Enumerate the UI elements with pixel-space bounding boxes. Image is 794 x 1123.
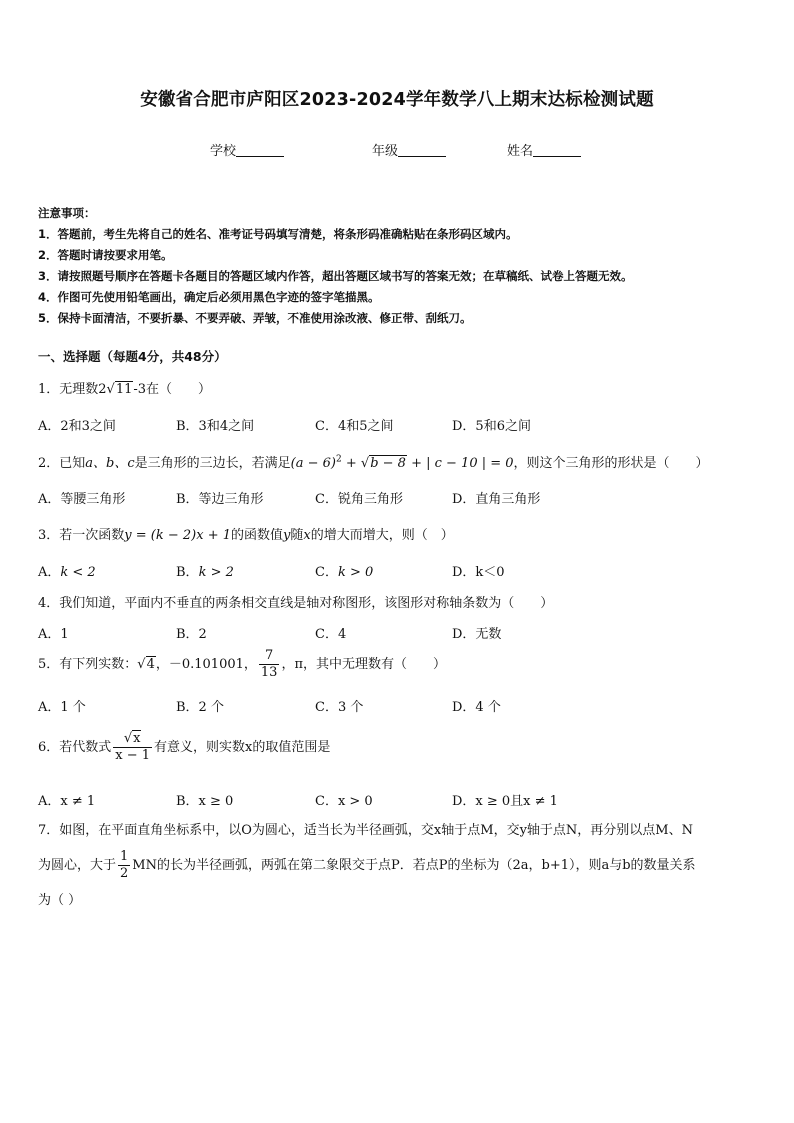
q6-denominator: x − 1: [115, 748, 151, 763]
name-field[interactable]: [507, 140, 581, 159]
option-c-letter: C．: [315, 565, 338, 580]
sqrt-icon: √: [123, 731, 133, 746]
q7-numerator: 1: [120, 849, 129, 864]
q5-fraction: [259, 648, 280, 681]
option-b[interactable]: B．3和4之间: [176, 419, 255, 434]
q5-text-2: ，－0.101001，: [155, 657, 257, 672]
student-info-fields: [0, 140, 794, 160]
q7-line-2: [38, 846, 756, 886]
q2-options: [38, 488, 758, 508]
name-blank[interactable]: [533, 143, 581, 157]
option-d[interactable]: D．4 个: [452, 700, 501, 715]
q5-options: [38, 696, 758, 716]
note-item: 3．请按照题号顺序在答题卡各题目的答题区域内作答，超出答题区域书写的答案无效；在草稿纸、试卷上答题无效。: [38, 269, 633, 283]
option-b[interactable]: B．2 个: [176, 700, 224, 715]
grade-field[interactable]: [372, 140, 446, 159]
option-c[interactable]: C．3 个: [315, 700, 364, 715]
q5-text-3: ，π，其中无理数有（ ）: [281, 657, 446, 672]
q3-text-3: 随: [290, 528, 304, 543]
q2-plus: +: [341, 456, 361, 471]
q3-text-2: 的函数值: [231, 528, 284, 543]
option-b[interactable]: B．x ≥ 0: [176, 794, 234, 809]
q3-text-1: 3．若一次函数: [38, 528, 125, 543]
q5-denominator: 13: [260, 665, 278, 680]
q2-expr-2: + | c − 10 | = 0: [406, 456, 514, 471]
q7-denominator: 2: [120, 866, 129, 881]
q7-line-2b: MN的长为半径画弧，两弧在第二象限交于点P．若点P的坐标为（2a，b+1），则a与b的数量关系: [132, 858, 696, 873]
name-label: 姓名: [507, 144, 534, 159]
q5-text-1: 5．有下列实数：: [38, 657, 138, 672]
question-6: [38, 731, 330, 764]
note-item: 1．答题前，考生先将自己的姓名、准考证号码填写清楚，将条形码准确粘贴在条形码区域内。: [38, 227, 518, 241]
q3-text-4: 的增大而增大，则（ ）: [310, 528, 454, 543]
school-blank[interactable]: [236, 143, 284, 157]
q7-line-2a: 为圆心，大于: [38, 858, 117, 873]
q5-numerator: 7: [259, 648, 280, 665]
q2-text-1: 2．已知: [38, 456, 86, 471]
option-c[interactable]: C．x > 0: [315, 794, 373, 809]
option-d[interactable]: D．无数: [452, 627, 502, 642]
sqrt-icon: √: [106, 382, 115, 397]
q6-radicand: x: [133, 731, 141, 746]
q1-prefix: 1．无理数2: [38, 382, 107, 397]
q3-expr: y = (k − 2)x + 1: [124, 528, 231, 543]
note-item: 4．作图可先使用铅笔画出，确定后必须用黑色字迹的签字笔描黑。: [38, 290, 380, 304]
sqrt-icon: √: [137, 657, 146, 672]
option-c-expr: k > 0: [337, 565, 374, 580]
option-a[interactable]: A．1: [38, 627, 69, 642]
option-d[interactable]: D．5和6之间: [452, 419, 531, 434]
q7-line-1: 7．如图，在平面直角坐标系中，以O为圆心，适当长为半径画弧，交x轴于点M，交y轴于点N，再分别以点M、N: [38, 823, 693, 838]
school-label: 学校: [210, 144, 237, 159]
option-d[interactable]: D．k＜0: [452, 565, 505, 580]
option-a[interactable]: A．2和3之间: [38, 419, 116, 434]
q6-text-2: 有意义，则实数x的取值范围是: [154, 740, 331, 755]
option-b[interactable]: B．等边三角形: [176, 492, 264, 507]
note-item: 5．保持卡面清洁，不要折暴、不要弄破、弄皱，不准使用涂改液、修正带、刮纸刀。: [38, 311, 472, 325]
grade-label: 年级: [372, 144, 399, 159]
q5-radicand: 4: [146, 657, 155, 672]
option-a[interactable]: [38, 561, 96, 580]
option-a[interactable]: A．等腰三角形: [38, 492, 126, 507]
option-b-letter: B．: [176, 565, 199, 580]
q3-options: [38, 561, 758, 581]
q1-options: [38, 415, 758, 435]
question-1: [38, 378, 211, 397]
notes-block: [38, 203, 768, 329]
question-3: [38, 524, 454, 543]
grade-blank[interactable]: [398, 143, 446, 157]
q2-text-2: 是三角形的三边长，若满足: [134, 456, 291, 471]
question-7: [38, 816, 756, 916]
q6-text-1: 6．若代数式: [38, 740, 112, 755]
q6-numerator: [113, 731, 152, 748]
option-a-letter: A．: [38, 565, 61, 580]
option-c[interactable]: C．4: [315, 627, 347, 642]
option-a[interactable]: A．1 个: [38, 700, 86, 715]
q4-options: [38, 623, 758, 643]
option-c[interactable]: C．锐角三角形: [315, 492, 403, 507]
q6-options: [38, 790, 758, 810]
q3-y: y: [283, 528, 291, 543]
q7-fraction: [118, 849, 130, 882]
q1-radicand: 11: [115, 382, 133, 397]
question-2: [38, 452, 709, 471]
note-item: 2．答题时请按要求用笔。: [38, 248, 173, 262]
q2-sup: 2: [335, 454, 342, 465]
option-a[interactable]: A．x ≠ 1: [38, 794, 96, 809]
option-b[interactable]: B．2: [176, 627, 207, 642]
option-c[interactable]: C．4和5之间: [315, 419, 394, 434]
q2-vars: a、b、c: [85, 456, 135, 471]
notes-heading: 注意事项：: [38, 206, 96, 220]
question-5: [38, 648, 446, 681]
option-a-expr: k < 2: [60, 565, 96, 580]
option-c[interactable]: [315, 561, 373, 580]
question-4: 4．我们知道，平面内不垂直的两条相交直线是轴对称图形，该图形对称轴条数为（ ）: [38, 596, 554, 611]
q2-expr-1: (a − 6): [290, 456, 336, 471]
section-heading: 一、选择题（每题4分，共48分）: [38, 349, 227, 364]
option-b[interactable]: [176, 561, 234, 580]
q3-x: x: [303, 528, 311, 543]
q6-fraction: [113, 731, 152, 764]
school-field[interactable]: [210, 140, 284, 159]
q1-suffix: -3在（ ）: [133, 382, 212, 397]
q2-radicand: b − 8: [370, 456, 406, 471]
option-d[interactable]: D．直角三角形: [452, 492, 541, 507]
q2-text-3: ，则这个三角形的形状是（ ）: [513, 456, 709, 471]
page-title: 安徽省合肥市庐阳区2023-2024学年数学八上期末达标检测试题: [140, 90, 654, 110]
q7-line-3: 为（ ）: [38, 893, 82, 908]
sqrt-icon: √: [360, 456, 370, 471]
option-b-expr: k > 2: [198, 565, 234, 580]
option-d[interactable]: D．x ≥ 0且x ≠ 1: [452, 794, 558, 809]
